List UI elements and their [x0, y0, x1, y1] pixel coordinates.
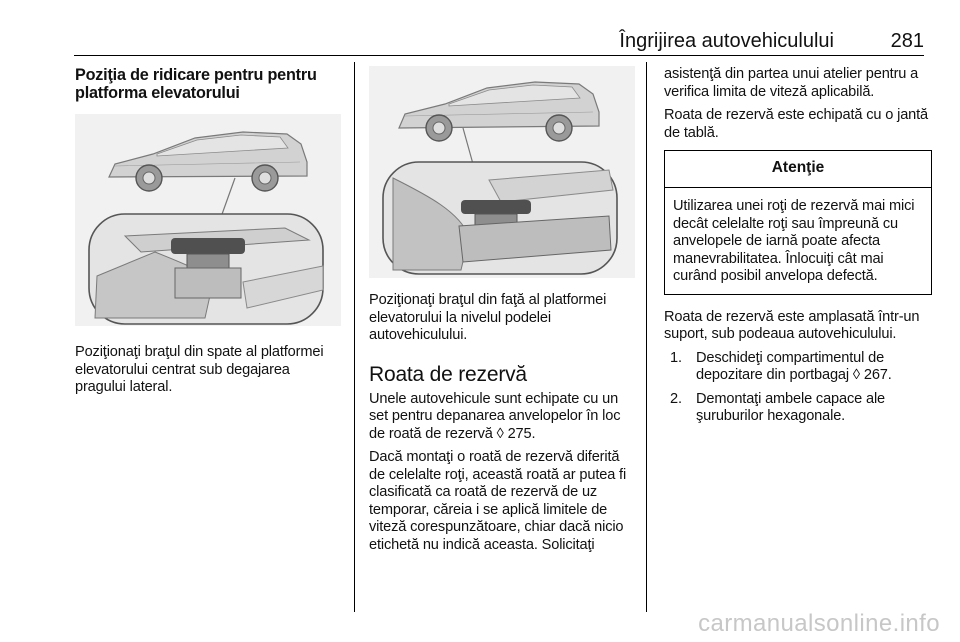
- removal-steps: [664, 350, 932, 426]
- caution-title: Atenţie: [665, 151, 931, 188]
- step-text: Demontaţi ambele capace ale şuruburilor hexagonale.: [696, 390, 886, 424]
- spare-wheel-intro: Unele autovehicule sunt echipate cu un set pentru depanarea anvelopelor în loc de roată de rezervă ◊ 275.: [369, 390, 621, 442]
- column-3: [664, 66, 932, 426]
- page-header: [74, 30, 924, 56]
- header-title: Îngrijirea autovehiculului: [619, 30, 834, 52]
- steel-rim-note: Roata de rezervă este echipată cu o jantă de tablă.: [664, 107, 929, 141]
- speed-limit-continuation: asistenţă din partea unui atelier pentru a verifica limita de viteză aplicabilă.: [664, 66, 919, 100]
- column-2: [369, 66, 637, 554]
- step-text: Deschideţi compartimentul de depozitare din portbagaj ◊ 267.: [696, 349, 892, 383]
- caution-text: Utilizarea unei roţi de rezervă mai mici decât celelalte roţi sau împreună cu anvelopele de iarnă poate afecta manevrabilitatea. Înlocuiţi cât mai curând posibil anvelopa defectă.: [673, 198, 915, 284]
- list-item: [670, 391, 932, 426]
- step-number: 1.: [670, 349, 682, 366]
- watermark: carmanualsonline.info: [698, 610, 940, 637]
- column-1: [75, 66, 343, 397]
- rear-lift-instruction: Poziţionaţi braţul din spate al platformei elevatorului centrat sub degajarea pragului lateral.: [75, 344, 324, 395]
- front-lift-instruction: Poziţionaţi braţul din faţă al platformei elevatorului la nivelul podelei autovehiculului.: [369, 292, 607, 343]
- spare-wheel-temporary-use: Dacă montaţi o roată de rezervă diferită de celelalte roţi, această roată ar putea fi clasificată ca roată de rezervă de uz temporar, căreia i se aplică limitele de viteză corespunzătoare, chiar dacă nicio etichetă nu indică aceasta. Solicitaţi: [369, 449, 627, 553]
- page-number: 281: [890, 30, 924, 52]
- column-divider-1: [354, 62, 355, 612]
- step-number: 2.: [670, 390, 682, 407]
- lift-point-rear-heading: Poziţia de ridicare pentru pentru platforma elevatorului: [75, 66, 317, 102]
- header-rule: [74, 55, 924, 56]
- column-divider-2: [646, 62, 647, 612]
- spare-wheel-location: Roata de rezervă este amplasată într-un suport, sub podeaua autovehiculului.: [664, 308, 920, 342]
- rear-lift-point-illustration: [75, 114, 341, 326]
- section-title-spare-wheel: Roata de rezervă: [369, 362, 527, 386]
- list-item: [670, 350, 932, 385]
- front-lift-point-illustration: [369, 66, 635, 278]
- caution-box: [664, 150, 932, 295]
